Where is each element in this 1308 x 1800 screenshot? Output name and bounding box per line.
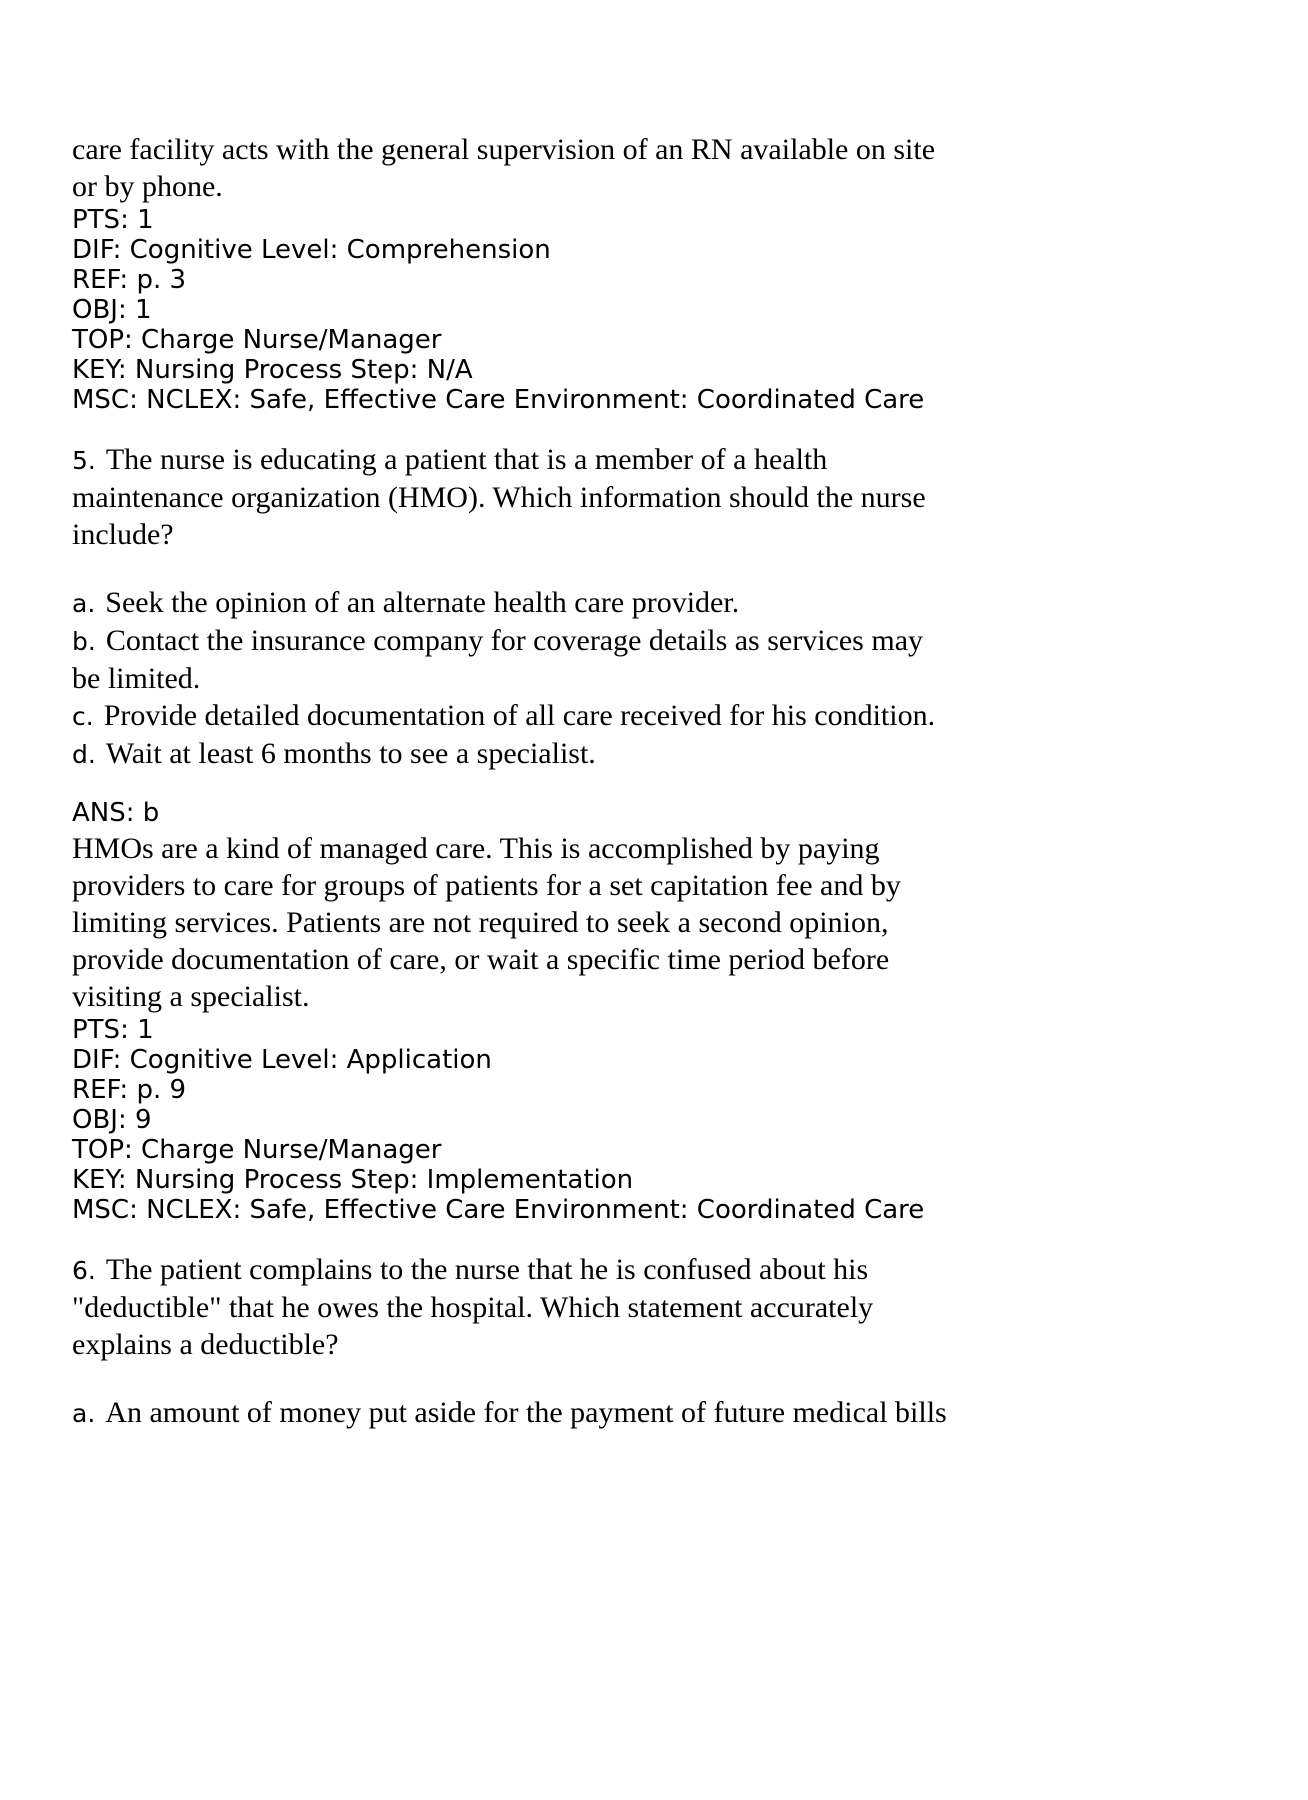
text-line [72,622,1238,660]
option-a [72,1394,1238,1432]
question-6-options [72,1394,1238,1432]
option-d [72,735,1238,773]
question-5-answer [72,798,1238,828]
text-line: be limited. [72,662,201,695]
dif-line: DIF: Cognitive Level: Application [72,1045,492,1075]
text-line: care facility acts with the general supervision of an RN available on site [72,133,936,166]
option-a-text: Seek the opinion of an alternate health care provider. [105,586,740,619]
question-5-number: 5. [72,446,96,475]
question-4-stem-continuation [72,131,1238,205]
text-line: limiting services. Patients are not required to seek a second opinion, [72,906,889,939]
text-line: or by phone. [72,170,223,203]
option-a-text: An amount of money put aside for the payment of future medical bills [105,1396,947,1429]
msc-line: MSC: NCLEX: Safe, Effective Care Environment: Coordinated Care [72,385,925,415]
dif-line: DIF: Cognitive Level: Comprehension [72,235,551,265]
text-line: HMOs are a kind of managed care. This is accomplished by paying [72,832,880,865]
option-c [72,697,1238,735]
text-line [72,1394,1238,1432]
option-c-text: Provide detailed documentation of all care received for his condition. [103,699,936,732]
text-line [72,441,1238,479]
option-a-letter: a. [72,589,96,618]
option-a [72,584,1238,622]
text-line: "deductible" that he owes the hospital. Which statement accurately [72,1291,874,1324]
text-line: provide documentation of care, or wait a specific time period before [72,943,890,976]
question-5-text: The nurse is educating a patient that is a member of a health [105,443,828,476]
pts-line: PTS: 1 [72,1015,154,1045]
question-4-metadata [72,205,1238,415]
text-line [72,697,1238,735]
ref-line: REF: p. 3 [72,265,187,295]
option-d-letter: d. [72,740,96,769]
option-d-text: Wait at least 6 months to see a specialist. [105,737,596,770]
key-line: KEY: Nursing Process Step: N/A [72,355,473,385]
question-6-stem [72,1251,1238,1363]
ans-line: ANS: b [72,798,160,828]
option-c-letter: c. [72,702,94,731]
text-line: providers to care for groups of patients for a set capitation fee and by [72,869,901,902]
question-5-metadata [72,1015,1238,1225]
pts-line: PTS: 1 [72,205,154,235]
text-line [72,584,1238,622]
text-line: visiting a specialist. [72,980,310,1013]
question-5-stem [72,441,1238,553]
option-a-letter: a. [72,1399,96,1428]
text-line: maintenance organization (HMO). Which information should the nurse [72,481,926,514]
obj-line: OBJ: 9 [72,1105,152,1135]
ref-line: REF: p. 9 [72,1075,187,1105]
question-6-number: 6. [72,1256,96,1285]
question-5-options [72,584,1238,773]
question-5-rationale [72,830,1238,1015]
text-line [72,735,1238,773]
msc-line: MSC: NCLEX: Safe, Effective Care Environment: Coordinated Care [72,1195,925,1225]
question-6-text: The patient complains to the nurse that he is confused about his [105,1253,869,1286]
text-line: include? [72,518,174,551]
obj-line: OBJ: 1 [72,295,152,325]
option-b-text: Contact the insurance company for coverage details as services may [105,624,924,657]
text-line: explains a deductible? [72,1328,339,1361]
key-line: KEY: Nursing Process Step: Implementation [72,1165,634,1195]
top-line: TOP: Charge Nurse/Manager [72,325,442,355]
option-b [72,622,1238,697]
text-line [72,1251,1238,1289]
option-b-letter: b. [72,627,96,656]
top-line: TOP: Charge Nurse/Manager [72,1135,442,1165]
